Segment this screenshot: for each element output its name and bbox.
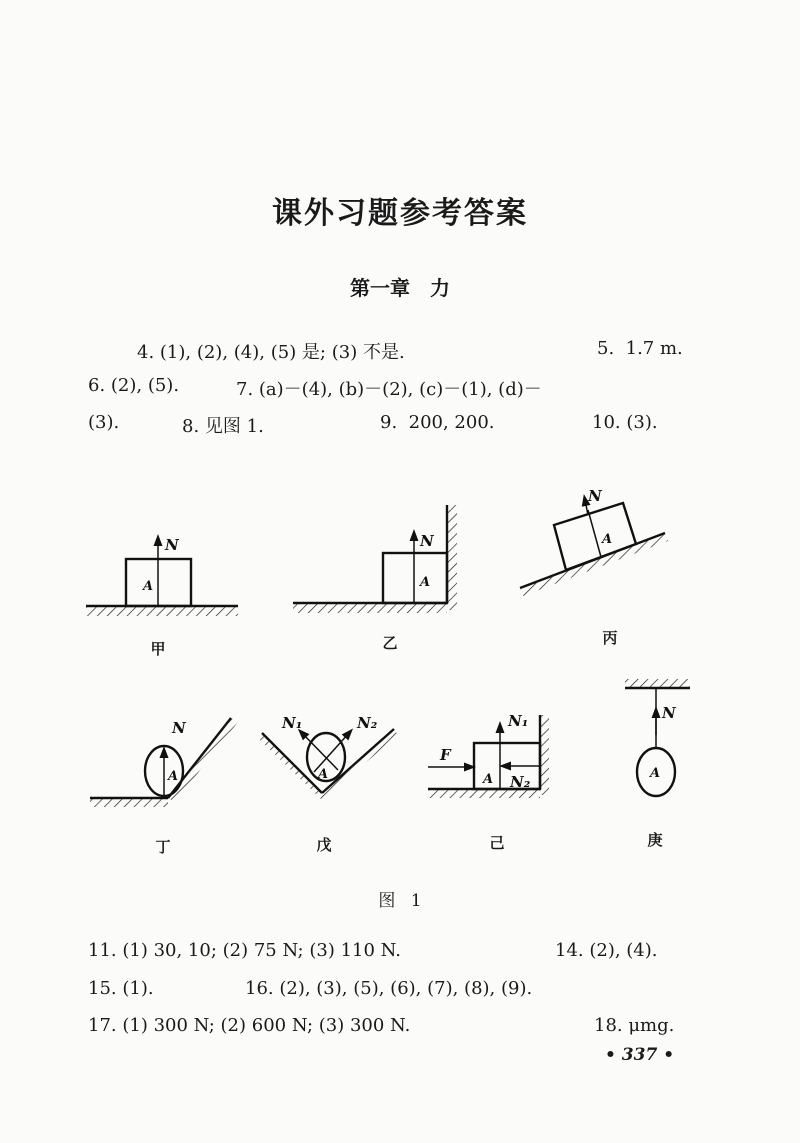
svg-text:N₂: N₂ xyxy=(357,714,378,732)
svg-text:A: A xyxy=(420,575,431,590)
svg-text:A: A xyxy=(483,772,494,787)
svg-text:N: N xyxy=(588,487,602,505)
chapter-heading: 第一章 力 xyxy=(350,276,450,300)
page-number: • 337 • xyxy=(605,1045,675,1065)
subfig-bing xyxy=(520,500,668,596)
svg-text:N₁: N₁ xyxy=(508,712,529,730)
page-title: 课外习题参考答案 xyxy=(272,196,528,231)
subfig-wu xyxy=(258,729,398,800)
subfig-label-geng: 庚 xyxy=(647,831,663,849)
svg-text:N₁: N₁ xyxy=(282,714,303,732)
svg-text:F: F xyxy=(440,746,451,764)
subfig-ding xyxy=(90,718,238,807)
subfig-label-ji: 己 xyxy=(489,834,505,852)
subfig-label-wu: 戊 xyxy=(316,836,332,854)
svg-text:A: A xyxy=(602,532,613,547)
svg-text:N: N xyxy=(172,719,186,737)
svg-text:N: N xyxy=(420,532,434,550)
svg-text:A: A xyxy=(168,769,179,784)
subfig-yi xyxy=(293,505,457,613)
subfig-label-bing: 丙 xyxy=(602,629,618,647)
svg-text:N: N xyxy=(662,704,676,722)
svg-text:A: A xyxy=(143,579,154,594)
subfig-label-yi: 乙 xyxy=(382,634,398,652)
subfig-label-jia: 甲 xyxy=(150,640,166,658)
figure-caption: 图 1 xyxy=(378,891,422,911)
subfig-jia xyxy=(86,540,238,616)
svg-text:A: A xyxy=(650,766,661,781)
svg-text:N₂: N₂ xyxy=(510,773,531,791)
svg-text:N: N xyxy=(165,536,179,554)
svg-text:A: A xyxy=(318,767,329,782)
subfig-label-ding: 丁 xyxy=(155,838,171,856)
